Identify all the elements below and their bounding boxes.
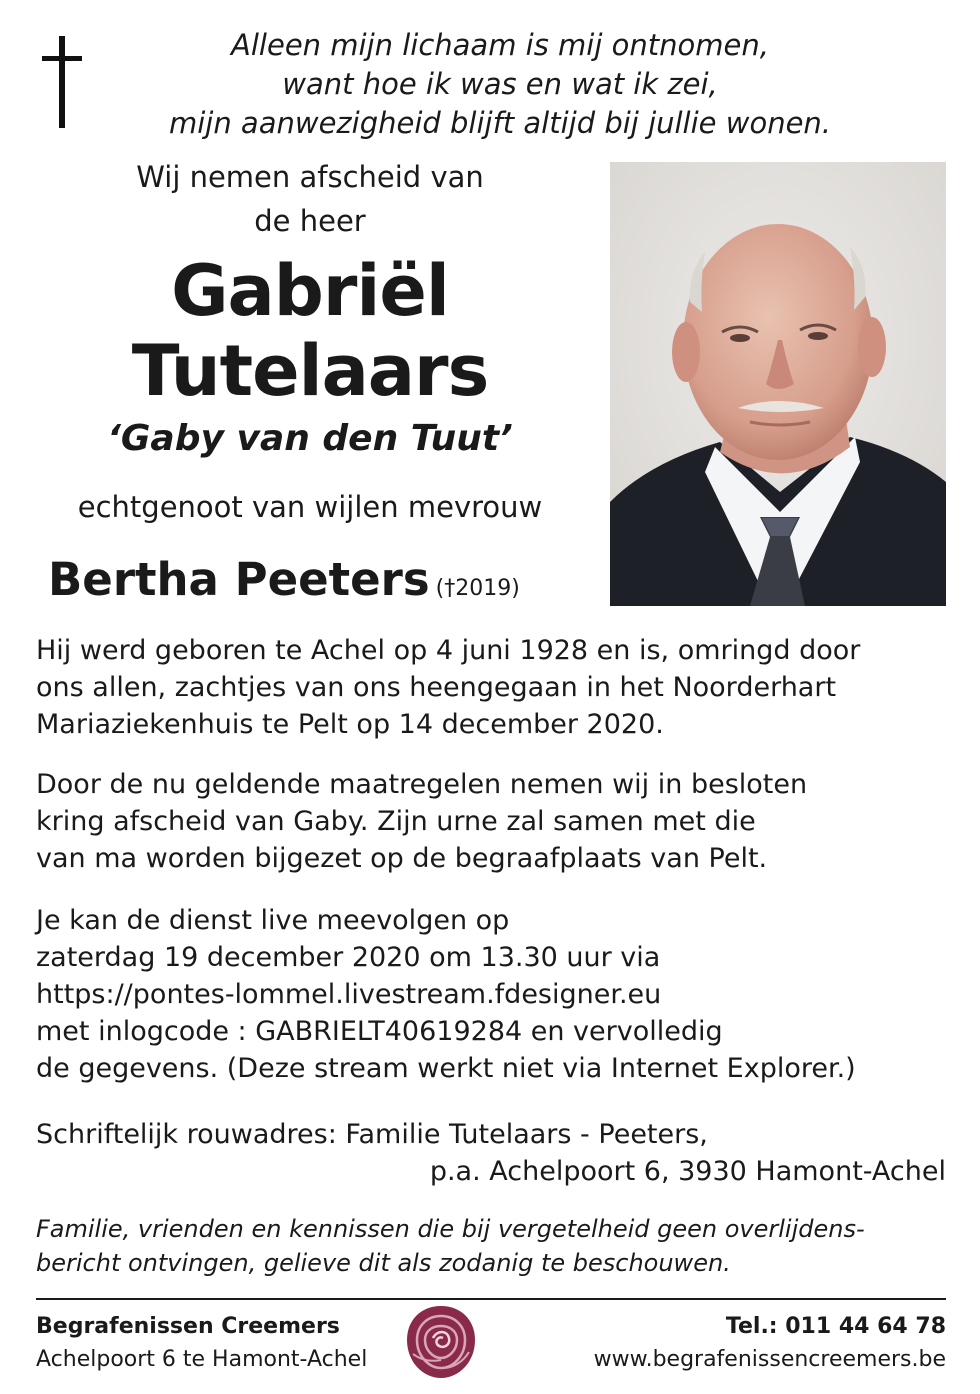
text-line: Hij werd geboren te Achel op 4 juni 1928 en is, omringd door [36,635,861,666]
notice [36,1212,956,1280]
notice-line: Familie, vrienden en kennissen die bij vergetelheid geen overlijdens- [36,1215,865,1243]
website-link[interactable]: www.begrafenissencreemers.be [593,1347,946,1372]
text-line: met inlogcode : GABRIELT40619284 en vervolledig [36,1016,723,1047]
rose-logo-icon [403,1302,479,1382]
portrait-image [610,162,946,606]
poem-line: mijn aanwezigheid blijft altijd bij jullie wonen. [168,106,832,140]
poem [120,26,880,143]
paragraph-ceremony [36,766,956,877]
deceased-nickname: ‘Gaby van den Tuut’ [107,418,513,459]
contact [594,1310,946,1376]
cross-icon [40,36,84,128]
text-line: van ma worden bijgezet op de begraafplaats van Pelt. [36,843,768,874]
address-line: Schriftelijk rouwadres: Familie Tutelaars - Peeters, [36,1119,708,1150]
poem-line: Alleen mijn lichaam is mij ontnomen, [231,28,769,62]
poem-line: want hoe ik was en wat ik zei, [282,67,718,101]
funeral-home [36,1310,367,1376]
phone-number: Tel.: 011 44 64 78 [725,1314,946,1339]
text-line: ons allen, zachtjes van ons heengegaan in het Noorderhart [36,672,837,703]
spouse-years: (†2019) [435,576,520,601]
livestream-url: https://pontes-lommel.livestream.fdesigner.eu [36,979,662,1010]
funeral-home-address: Achelpoort 6 te Hamont-Achel [36,1347,368,1372]
deceased-first-name: Gabriël [171,250,449,332]
text-line: zaterdag 19 december 2020 om 13.30 uur via [36,942,661,973]
text-line: Je kan de dienst live meevolgen op [36,905,510,936]
address-line: p.a. Achelpoort 6, 3930 Hamont-Achel [429,1156,946,1187]
paragraph-birth-death [36,632,956,743]
mourning-address [36,1116,946,1190]
spouse [48,553,520,606]
text-line: Door de nu geldende maatregelen nemen wij in besloten [36,769,808,800]
portrait-photo [610,162,946,606]
intro-line: Wij nemen afscheid van [136,160,484,194]
notice-line: bericht ontvingen, gelieve dit als zodanig te beschouwen. [36,1249,731,1277]
spouse-name: Bertha Peeters [48,553,430,606]
text-line: de gegevens. (Deze stream werkt niet via Internet Explorer.) [36,1053,856,1084]
text-line: Mariaziekenhuis te Pelt op 14 december 2020. [36,709,664,740]
text-line: kring afscheid van Gaby. Zijn urne zal samen met die [36,806,756,837]
deceased-last-name: Tutelaars [131,330,489,412]
funeral-home-name: Begrafenissen Creemers [36,1314,340,1339]
intro-title: de heer [254,204,366,238]
spouse-relation: echtgenoot van wijlen mevrouw [77,490,543,524]
footer-divider [36,1298,946,1300]
paragraph-livestream [36,902,956,1087]
